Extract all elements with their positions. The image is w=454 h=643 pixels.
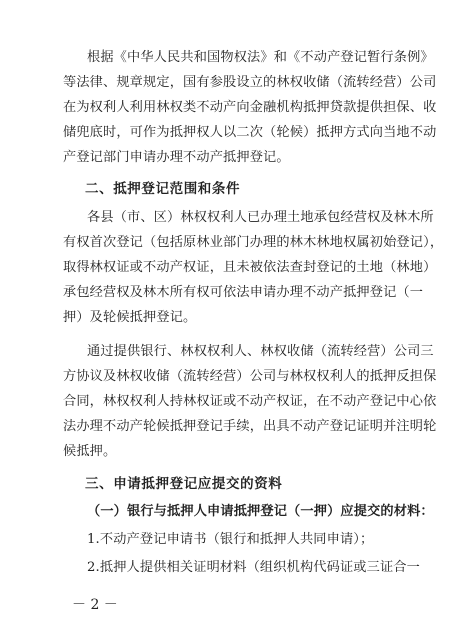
- paragraph-2-line-5: 押）及轮候抵押登记。: [63, 310, 197, 325]
- paragraph-3-line-3: 合同，林权权利人持林权证或不动产权证，在不动产登记中心依: [63, 394, 437, 409]
- paragraph-2-line-1: 各县（市、区）林权权利人已办理土地承包经营权及林木所: [87, 210, 434, 225]
- paragraph-1-line-3: 在为权利人利用林权类不动产向金融机构抵押贷款提供担保、收: [63, 100, 437, 115]
- paragraph-3-line-4: 法办理不动产轮候抵押登记手续，出具不动产登记证明并注明轮: [63, 419, 437, 434]
- paragraph-1-line-5: 产登记部门申请办理不动产抵押登记。: [63, 150, 290, 165]
- section-heading-materials: 三、申请抵押登记应提交的资料: [85, 476, 283, 492]
- section-heading-scope: 二、抵押登记范围和条件: [85, 181, 241, 197]
- paragraph-3-line-2: 方协议及林权收储（流转经营）公司与林权权利人的抵押反担保: [63, 369, 437, 384]
- paragraph-2-line-3: 取得林权证或不动产权证，且未被依法查封登记的土地（林地）: [63, 260, 437, 275]
- paragraph-1-line-4: 储兜底时，可作为抵押权人以二次（轮候）抵押方式向当地不动: [63, 125, 437, 140]
- paragraph-3-line-5: 候抵押。: [63, 444, 117, 459]
- subsection-heading-first-mortgage: （一）银行与抵押人申请抵押登记（一押）应提交的材料：: [87, 504, 434, 519]
- materials-item-2: 2.抵押人提供相关证明材料（组织机构代码证或三证合一: [87, 560, 420, 575]
- paragraph-2-line-4: 承包经营权及林木所有权可依法申请办理不动产抵押登记（一: [63, 285, 424, 300]
- paragraph-1-line-2: 等法律、规章规定，国有参股设立的林权收储（流转经营）公司: [63, 75, 437, 90]
- paragraph-1-line-1: 根据《中华人民共和国物权法》和《不动产登记暂行条例》: [87, 50, 434, 65]
- page-number: － 2 －: [72, 597, 118, 613]
- materials-item-1: 1.不动产登记申请书（银行和抵押人共同申请）；: [87, 532, 374, 547]
- paragraph-2-line-2: 有权首次登记（包括原林业部门办理的林木林地权属初始登记），: [63, 235, 444, 250]
- paragraph-3-line-1: 通过提供银行、林权权利人、林权收储（流转经营）公司三: [87, 344, 434, 359]
